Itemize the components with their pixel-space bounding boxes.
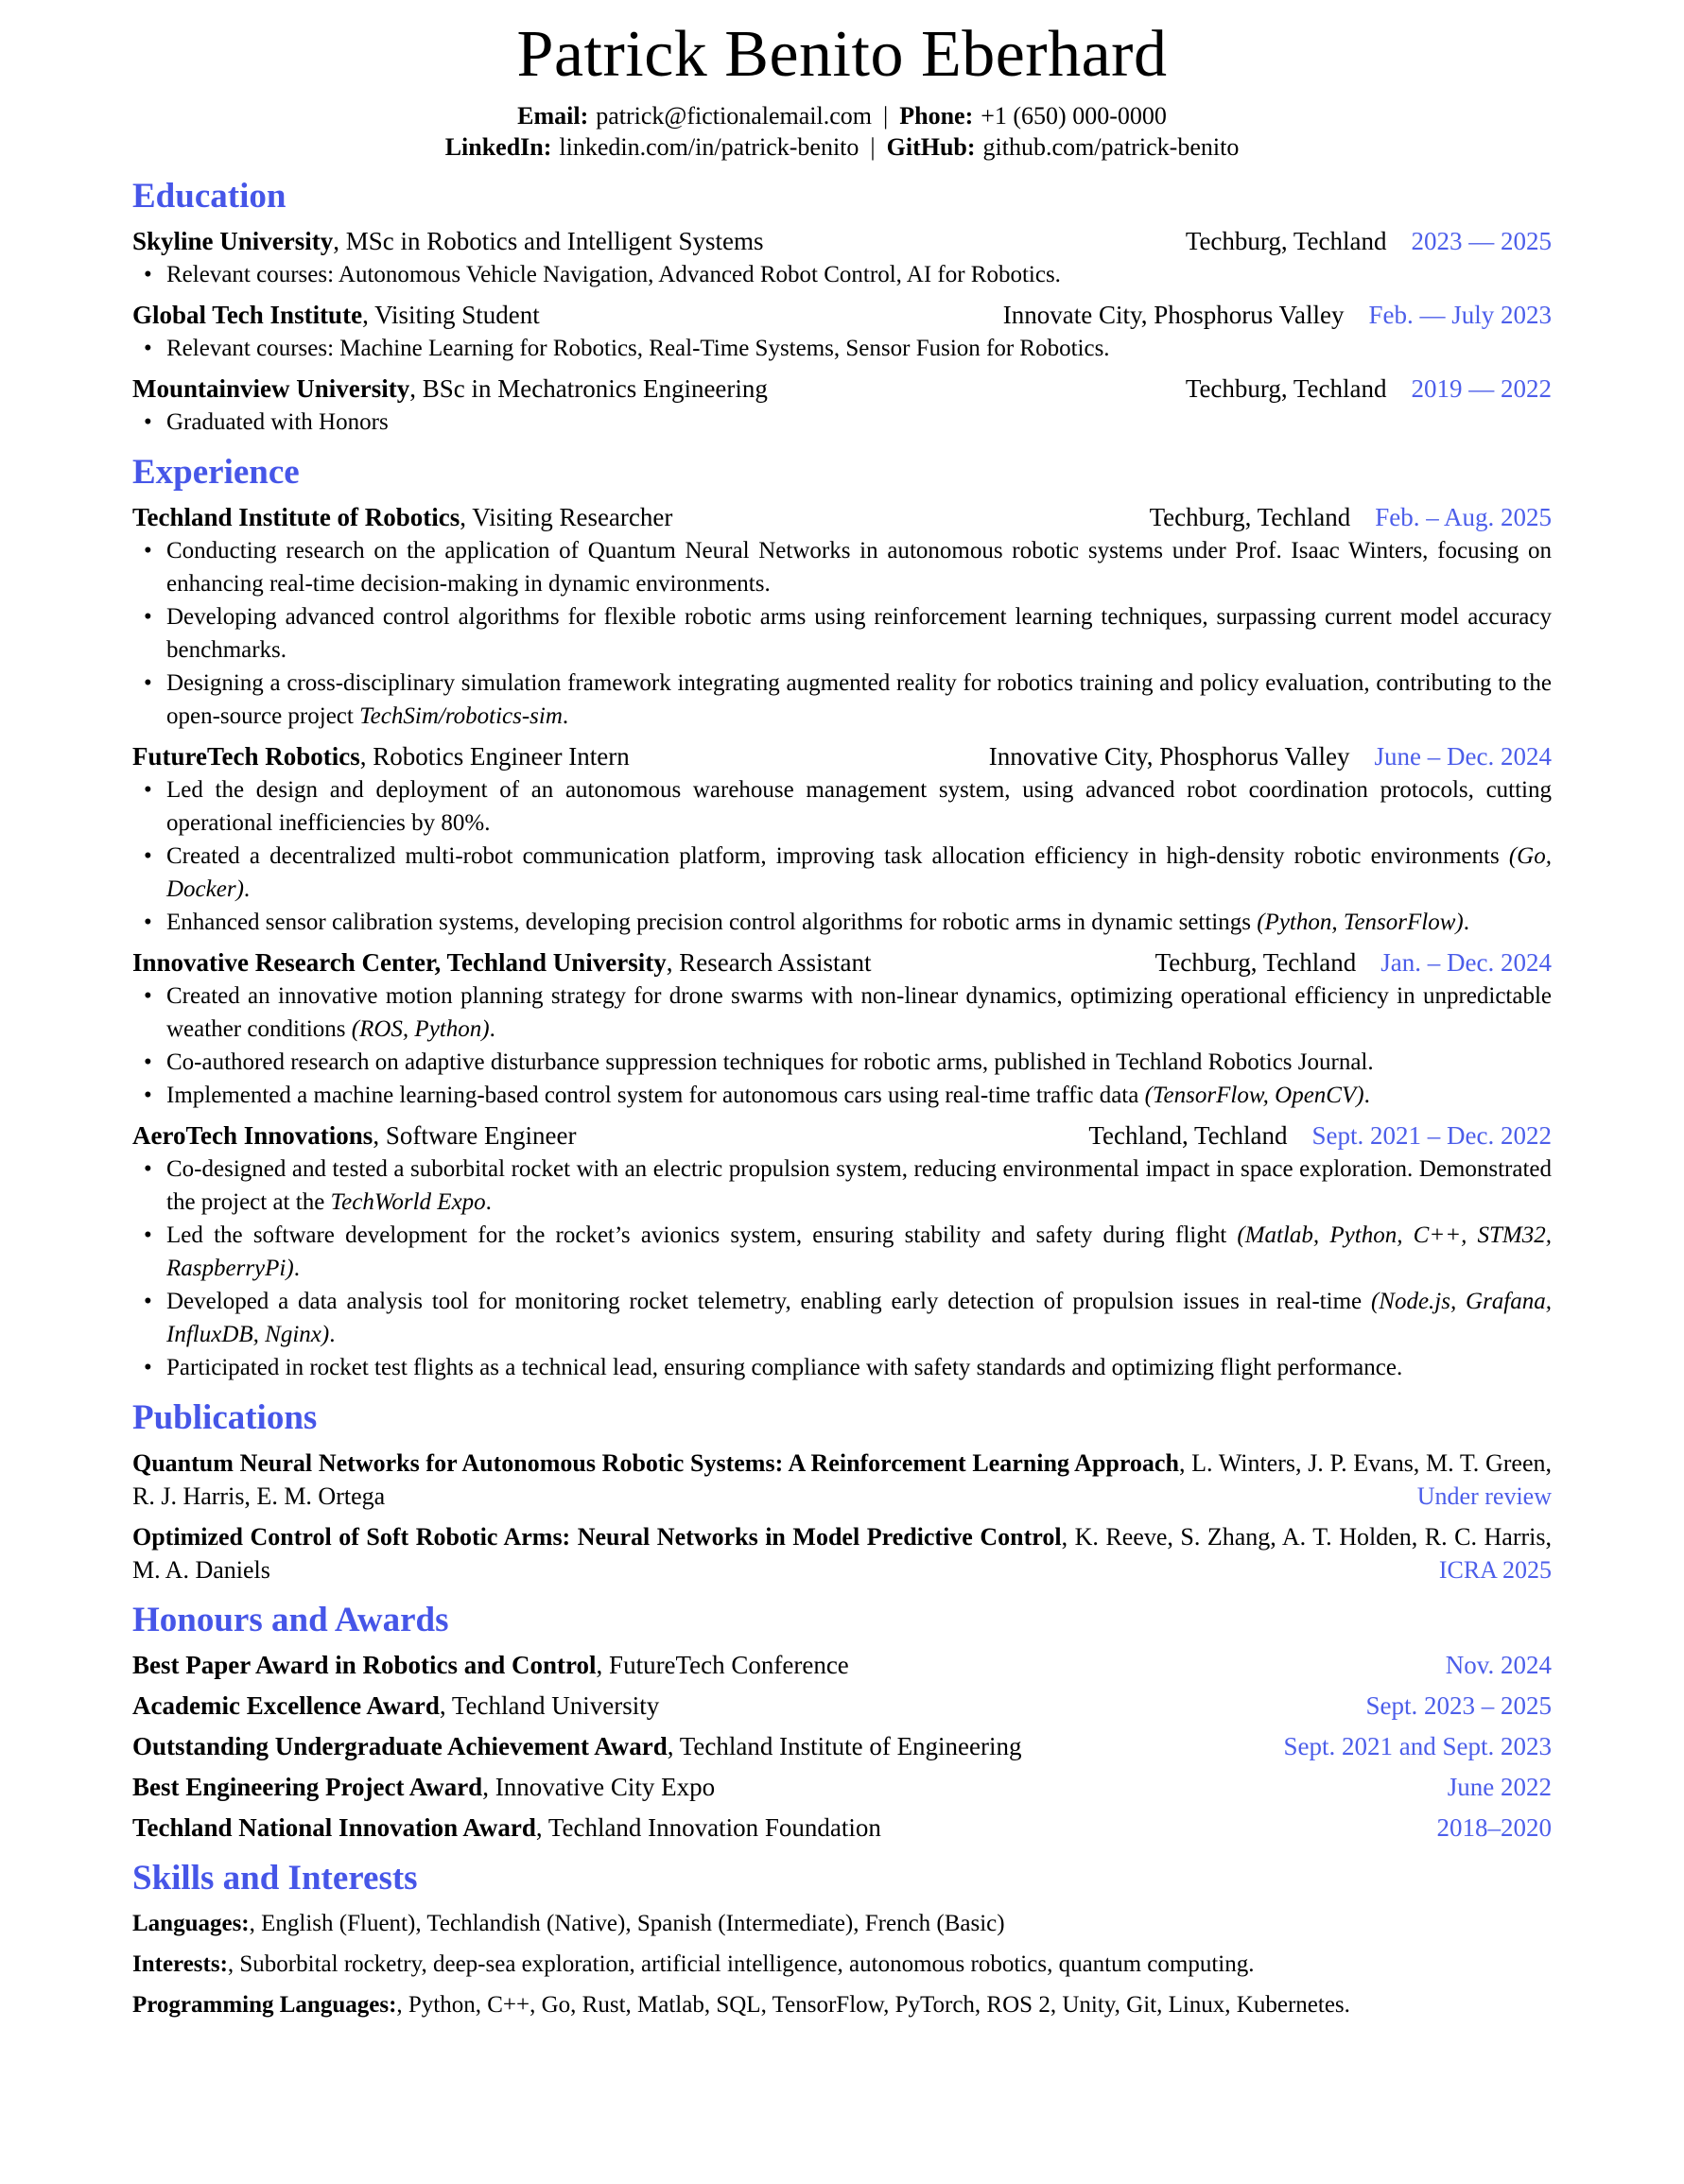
entry — [132, 373, 1552, 439]
award-row — [132, 1811, 1552, 1845]
organization-name: Global Tech Institute — [132, 301, 363, 329]
bullet-text: . — [485, 1189, 492, 1215]
bullet-item — [166, 1285, 1552, 1351]
linkedin-label: LinkedIn: — [444, 133, 552, 161]
award-row — [132, 1730, 1552, 1763]
bullet-list — [132, 258, 1552, 291]
entry — [132, 299, 1552, 365]
date-range: Feb. — July 2023 — [1368, 301, 1552, 329]
entry-header — [132, 225, 1552, 258]
location-label: Innovative City, Phosphorus Valley — [988, 742, 1350, 771]
skill-row — [132, 1907, 1552, 1940]
date-range: Jan. – Dec. 2024 — [1380, 948, 1552, 977]
skill-text: , English (Fluent), Techlandish (Native), Spanish (Intermediate), French (Basic) — [249, 1911, 1005, 1936]
location-label: Techburg, Techland — [1185, 374, 1387, 403]
email-value: patrick@fictionalemail.com — [596, 102, 873, 130]
entry-meta — [1186, 373, 1552, 406]
award-title — [132, 1811, 881, 1845]
award-name: Best Engineering Project Award — [132, 1773, 483, 1801]
github-label: GitHub: — [886, 133, 976, 161]
bullet-item — [166, 667, 1552, 733]
award-org: , Techland University — [439, 1691, 660, 1720]
bullet-item — [166, 979, 1552, 1046]
bullet-text: Participated in rocket test flights as a technical lead, ensuring compliance with safety standards and optimizing flight performance. — [166, 1355, 1403, 1380]
bullet-tech-stack: (Go, Docker) — [166, 843, 1552, 902]
award-name: Academic Excellence Award — [132, 1691, 440, 1720]
bullet-text: . — [243, 876, 251, 902]
contact-line-2 — [132, 131, 1552, 163]
person-name: Patrick Benito Eberhard — [516, 18, 1168, 91]
bullet-text: Created an innovative motion planning strategy for drone swarms with non-linear dynamics, optimizing operational efficiency in unpredictable weather conditions — [166, 983, 1552, 1042]
bullet-list — [132, 979, 1552, 1112]
contact-separator: | — [870, 133, 876, 161]
location-label: Techland, Techland — [1088, 1121, 1288, 1150]
section-experience — [132, 452, 1552, 1384]
email-label: Email: — [517, 102, 589, 130]
section-title: Honours and Awards — [132, 1601, 449, 1639]
location-label: Innovate City, Phosphorus Valley — [1002, 301, 1345, 329]
bullet-text: . — [489, 1016, 495, 1042]
entry-header — [132, 373, 1552, 406]
bullet-item — [166, 1046, 1552, 1079]
bullet-list — [132, 332, 1552, 365]
bullet-item — [166, 600, 1552, 667]
award-date: Sept. 2021 and Sept. 2023 — [1283, 1732, 1552, 1760]
award-date: Sept. 2023 – 2025 — [1365, 1691, 1552, 1720]
bullet-text: Conducting research on the application of Quantum Neural Networks in autonomous robotic systems under Prof. Isaac Winters, focusing on enhancing real-time decision-making in dynamic environments. — [166, 538, 1552, 597]
skill-row — [132, 1988, 1552, 2021]
organization-name: Skyline University — [132, 227, 334, 255]
entry — [132, 501, 1552, 733]
bullet-text: . — [293, 1256, 300, 1281]
skill-label: Interests: — [132, 1951, 228, 1977]
bullet-item — [166, 406, 1552, 439]
bullet-text: . — [1363, 1083, 1370, 1108]
role-label: , Software Engineer — [373, 1121, 577, 1150]
bullet-text: Relevant courses: Machine Learning for Robotics, Real-Time Systems, Sensor Fusion for Robotics. — [166, 336, 1110, 361]
role-label: , BSc in Mechatronics Engineering — [409, 374, 768, 403]
bullet-item — [166, 906, 1552, 939]
bullet-text: Relevant courses: Autonomous Vehicle Navigation, Advanced Robot Control, AI for Robotics. — [166, 262, 1061, 287]
bullet-tech-stack: (ROS, Python) — [351, 1016, 490, 1042]
contact-line-1 — [132, 100, 1552, 131]
bullet-text: Enhanced sensor calibration systems, developing precision control algorithms for robotic arms in dynamic settings — [166, 910, 1258, 935]
bullet-text: Led the software development for the rocket’s avionics system, ensuring stability and safety during flight — [166, 1222, 1238, 1248]
bullet-text: Created a decentralized multi-robot communication platform, improving task allocation efficiency in high-density robotic environments — [166, 843, 1509, 869]
bullet-text: . — [562, 703, 569, 729]
bullet-item — [166, 534, 1552, 600]
entry-title — [132, 299, 540, 332]
award-row — [132, 1771, 1552, 1804]
award-date: June 2022 — [1447, 1773, 1552, 1801]
entry-header — [132, 740, 1552, 773]
entry-title — [132, 373, 768, 406]
section-title: Skills and Interests — [132, 1859, 418, 1898]
organization-name: AeroTech Innovations — [132, 1121, 373, 1150]
bullet-item — [166, 258, 1552, 291]
linkedin-value: linkedin.com/in/patrick-benito — [559, 133, 859, 161]
bullet-text: Led the design and deployment of an autonomous warehouse management system, using advanced robot coordination protocols, cutting operational inefficiencies by 80%. — [166, 777, 1552, 836]
organization-name: Innovative Research Center, Techland University — [132, 948, 667, 977]
bullet-item — [166, 1153, 1552, 1219]
award-row — [132, 1690, 1552, 1723]
entry-header — [132, 299, 1552, 332]
award-org: , Innovative City Expo — [482, 1773, 716, 1801]
publication-item — [132, 1447, 1552, 1513]
publication-title: Optimized Control of Soft Robotic Arms: Neural Networks in Model Predictive Control — [132, 1523, 1062, 1551]
publication-authors: , L. Winters, J. P. Evans, M. T. Green, R. J. Harris, E. M. Ortega — [132, 1449, 1552, 1510]
github-value: github.com/patrick-benito — [982, 133, 1240, 161]
bullet-item — [166, 1079, 1552, 1112]
entry — [132, 225, 1552, 291]
resume-sections — [132, 176, 1552, 2021]
entry-meta — [1150, 501, 1552, 534]
bullet-tech-stack: (Matlab, Python, C++, STM32, RaspberryPi) — [166, 1222, 1553, 1281]
section-honours — [132, 1600, 1552, 1845]
bullet-tech-stack: (Node.js, Grafana, InfluxDB, Nginx) — [166, 1289, 1553, 1347]
award-date: Nov. 2024 — [1445, 1651, 1552, 1679]
bullet-text: Developed a data analysis tool for monitoring rocket telemetry, enabling early detection of propulsion issues in real-time — [166, 1289, 1371, 1314]
bullet-item — [166, 1351, 1552, 1384]
role-label: , Robotics Engineer Intern — [359, 742, 630, 771]
entry-title — [132, 740, 630, 773]
date-range: 2019 — 2022 — [1411, 374, 1552, 403]
skill-text: , Suborbital rocketry, deep-sea exploration, artificial intelligence, autonomous robotics, quantum computing. — [227, 1951, 1255, 1977]
bullet-tech-stack: (TensorFlow, OpenCV) — [1144, 1083, 1364, 1108]
skill-label: Languages: — [132, 1911, 250, 1936]
section-title: Experience — [132, 453, 300, 492]
bullet-item — [166, 332, 1552, 365]
location-label: Techburg, Techland — [1149, 503, 1351, 531]
entry-title — [132, 225, 764, 258]
date-range: 2023 — 2025 — [1411, 227, 1552, 255]
award-title — [132, 1690, 659, 1723]
award-name: Techland National Innovation Award — [132, 1813, 536, 1842]
entry — [132, 740, 1552, 939]
date-range: Sept. 2021 – Dec. 2022 — [1311, 1121, 1552, 1150]
award-org: , Techland Institute of Engineering — [667, 1732, 1022, 1760]
entry-title — [132, 1119, 576, 1153]
role-label: , Visiting Researcher — [460, 503, 673, 531]
bullet-list — [132, 534, 1552, 733]
award-title — [132, 1730, 1022, 1763]
bullet-tech-stack: (Python, TensorFlow) — [1257, 910, 1464, 935]
entry-header — [132, 1119, 1552, 1153]
skill-label: Programming Languages: — [132, 1992, 397, 2018]
publication-item — [132, 1520, 1552, 1586]
bullet-item — [166, 840, 1552, 906]
entry-meta — [1003, 299, 1552, 332]
location-label: Techburg, Techland — [1185, 227, 1387, 255]
entry-header — [132, 946, 1552, 979]
award-name: Best Paper Award in Robotics and Control — [132, 1651, 597, 1679]
section-education — [132, 176, 1552, 439]
award-org: , FutureTech Conference — [596, 1651, 849, 1679]
entry-meta — [1186, 225, 1552, 258]
bullet-list — [132, 1153, 1552, 1384]
skill-row — [132, 1948, 1552, 1981]
entry-meta — [1088, 1119, 1552, 1153]
bullet-text: Co-designed and tested a suborbital rocket with an electric propulsion system, reducing environmental impact in space exploration. Demonstrated the project at the — [166, 1156, 1552, 1215]
bullet-item — [166, 1219, 1552, 1285]
organization-name: Techland Institute of Robotics — [132, 503, 460, 531]
date-range: Feb. – Aug. 2025 — [1375, 503, 1552, 531]
entry-title — [132, 946, 871, 979]
role-label: , MSc in Robotics and Intelligent Systems — [333, 227, 764, 255]
bullet-text: Implemented a machine learning-based control system for autonomous cars using real-time traffic data — [166, 1083, 1145, 1108]
role-label: , Visiting Student — [362, 301, 540, 329]
bullet-item — [166, 773, 1552, 840]
entry-meta — [1155, 946, 1552, 979]
publication-status: ICRA 2025 — [1438, 1556, 1552, 1584]
section-skills — [132, 1858, 1552, 2021]
contact-separator: | — [883, 102, 889, 130]
award-row — [132, 1649, 1552, 1682]
publication-title: Quantum Neural Networks for Autonomous Robotic Systems: A Reinforcement Learning Approach — [132, 1449, 1179, 1477]
award-title — [132, 1771, 715, 1804]
phone-value: +1 (650) 000-0000 — [981, 102, 1167, 130]
role-label: , Research Assistant — [666, 948, 872, 977]
bullet-list — [132, 773, 1552, 939]
bullet-text: Co-authored research on adaptive disturbance suppression techniques for robotic arms, published in Techland Robotics Journal. — [166, 1049, 1374, 1075]
organization-name: FutureTech Robotics — [132, 742, 360, 771]
bullet-tech-stack: TechWorld Expo — [330, 1189, 486, 1215]
section-publications — [132, 1397, 1552, 1586]
bullet-list — [132, 406, 1552, 439]
entry-meta — [989, 740, 1552, 773]
award-name: Outstanding Undergraduate Achievement Award — [132, 1732, 668, 1760]
award-date: 2018–2020 — [1436, 1813, 1552, 1842]
bullet-text: Developing advanced control algorithms for flexible robotic arms using reinforcement learning techniques, surpassing current model accuracy benchmarks. — [166, 604, 1552, 663]
bullet-text: Designing a cross-disciplinary simulation framework integrating augmented reality for robotics training and policy evaluation, contributing to the open-source project — [166, 670, 1552, 729]
phone-label: Phone: — [899, 102, 974, 130]
bullet-tech-stack: TechSim/robotics-sim — [359, 703, 563, 729]
bullet-text: . — [1463, 910, 1469, 935]
organization-name: Mountainview University — [132, 374, 410, 403]
award-title — [132, 1649, 849, 1682]
skill-text: , Python, C++, Go, Rust, Matlab, SQL, TensorFlow, PyTorch, ROS 2, Unity, Git, Linux, Kubernetes. — [396, 1992, 1350, 2018]
location-label: Techburg, Techland — [1154, 948, 1357, 977]
bullet-text: . — [329, 1322, 336, 1347]
entry — [132, 1119, 1552, 1384]
entry-title — [132, 501, 672, 534]
section-title: Publications — [132, 1398, 318, 1437]
publication-status: Under review — [1416, 1482, 1552, 1510]
publication-authors: , K. Reeve, S. Zhang, A. T. Holden, R. C. Harris, M. A. Daniels — [132, 1523, 1552, 1584]
date-range: June – Dec. 2024 — [1374, 742, 1552, 771]
award-org: , Techland Innovation Foundation — [535, 1813, 881, 1842]
entry-header — [132, 501, 1552, 534]
entry — [132, 946, 1552, 1112]
section-title: Education — [132, 177, 286, 216]
bullet-text: Graduated with Honors — [166, 409, 389, 435]
